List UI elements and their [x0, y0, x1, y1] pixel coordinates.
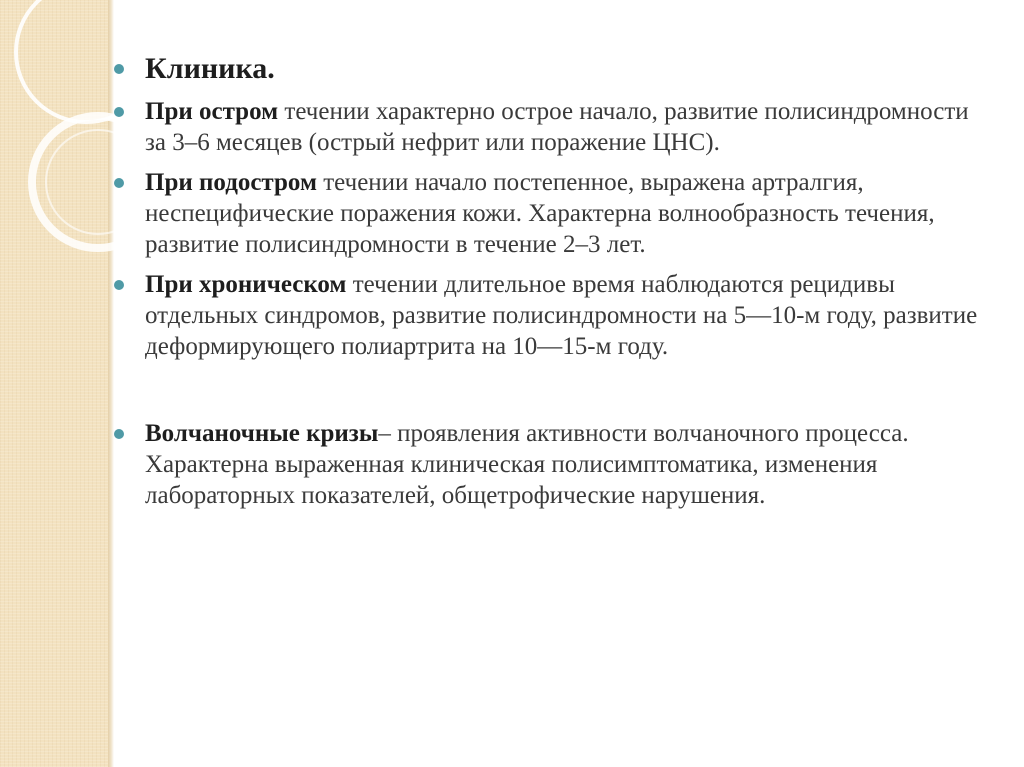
heading-item: [114, 50, 994, 88]
slide-heading: Клиника.: [145, 52, 275, 85]
bullet-dot: [114, 107, 124, 117]
bullet-subacute-bold: При подостром: [145, 169, 317, 196]
bullet-dot: [114, 178, 124, 188]
slide-content: [114, 50, 994, 511]
bullet-lupus-crises-bold: Волчаночные кризы: [145, 420, 379, 447]
bullet-lupus-crises-text: – проявления активности волчаночного процесса. Характерна выраженная клиническая полисимптоматика, изменения лабораторных показателей, общетрофические нарушения.: [145, 420, 909, 509]
bullet-acute-text: течении характерно острое начало, развитие полисиндромности за 3–6 месяцев (острый нефрит или поражение ЦНС).: [145, 98, 969, 156]
bullet-chronic-text: течении длительное время наблюдаются рецидивы отдельных синдромов, развитие полисиндромности на 5—10-м году, развитие деформирующего полиартрита на 10—15-м году.: [145, 271, 978, 360]
bullet-acute: [114, 96, 994, 158]
bullet-subacute: [114, 167, 994, 260]
bullet-acute-bold: При остром: [145, 98, 279, 125]
bullet-dot: [114, 429, 124, 439]
bullet-lupus-crises: [114, 418, 994, 511]
bullet-chronic-bold: При хроническом: [145, 271, 347, 298]
bullet-chronic: [114, 269, 994, 362]
bullet-dot: [114, 280, 124, 290]
bullet-dot: [114, 64, 124, 74]
bullet-subacute-text: течении начало постепенное, выражена артралгия, неспецифические поражения кожи. Характерна волнообразность течения, развитие полисиндромности в течение 2–3 лет.: [145, 169, 935, 258]
